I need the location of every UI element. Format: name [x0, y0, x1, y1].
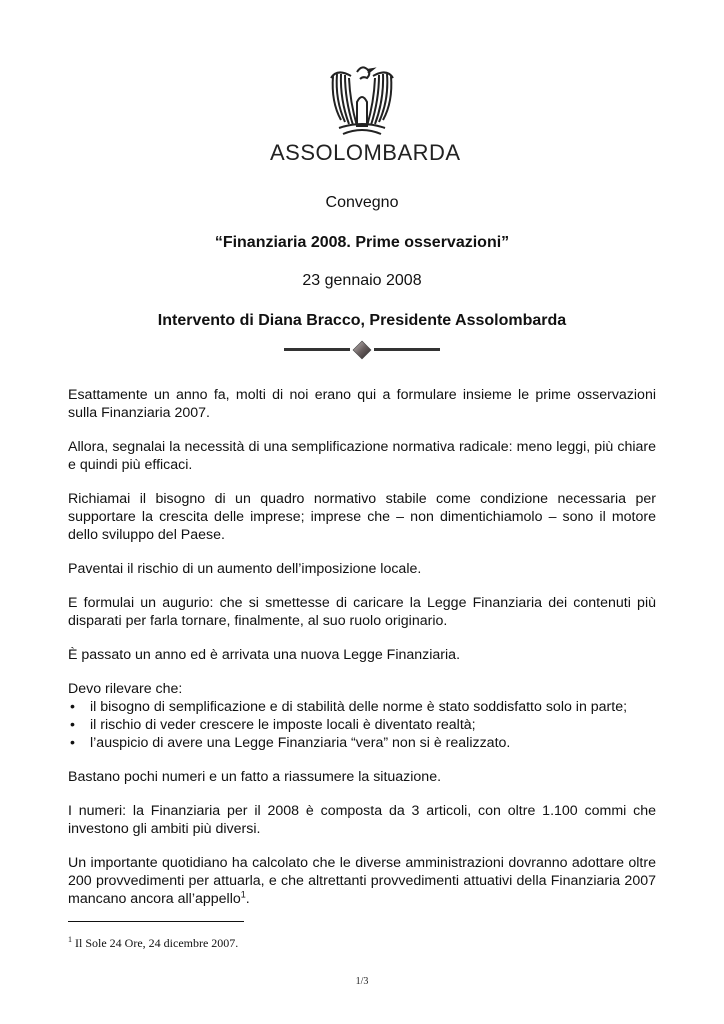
event-type: Convegno: [325, 194, 399, 211]
list-item-text: l’auspicio di avere una Legge Finanziaria “vera” non si è realizzato.: [90, 735, 511, 751]
paragraph: È passato un anno ed è arrivata una nuova Legge Finanziaria.: [68, 647, 461, 663]
footnote-number: 1: [68, 935, 72, 944]
paragraph: Paventai il rischio di un aumento dell’imposizione locale.: [68, 561, 422, 577]
logo-wordmark: ASSOLOMBARDA: [270, 140, 461, 165]
paragraph: Allora, segnalai la necessità di una semplificazione normativa radicale: meno leggi, più chiare e quindi più efficaci.: [68, 439, 656, 473]
list-item-text: il rischio di veder crescere le imposte locali è diventato realtà;: [90, 717, 476, 733]
eagle-emblem-icon: [327, 62, 397, 138]
paragraph: Esattamente un anno fa, molti di noi erano qui a formulare insieme le prime osservazioni sulla Finanziaria 2007.: [68, 387, 656, 421]
list-item: [68, 698, 656, 716]
list-item-text: il bisogno di semplificazione e di stabilità delle norme è stato soddisfatto solo in parte;: [90, 699, 628, 715]
footnote-separator: [68, 921, 244, 922]
bullet-list: [68, 698, 656, 752]
paragraph: I numeri: la Finanziaria per il 2008 è composta da 3 articoli, con oltre 1.100 commi che investono gli ambiti più diversi.: [68, 803, 656, 837]
list-item: [68, 734, 656, 752]
paragraph-end: .: [245, 891, 250, 907]
bullet-icon: •: [70, 717, 75, 733]
paragraph: Richiamai il bisogno di un quadro normativo stabile come condizione necessaria per supportare la crescita delle imprese; imprese che – non dimentichiamolo – sono il motore dello sviluppo del Paese.: [68, 491, 656, 543]
logo: [270, 62, 461, 166]
paragraph: E formulai un augurio: che si smettesse di caricare la Legge Finanziaria dei contenuti più disparati per farla tornare, finalmente, al suo ruolo originario.: [68, 595, 656, 629]
speaker-line: Intervento di Diana Bracco, Presidente Assolombarda: [157, 312, 567, 329]
page-number: 1/3: [355, 976, 369, 987]
event-title: “Finanziaria 2008. Prime osservazioni”: [214, 234, 510, 251]
paragraph: [68, 854, 656, 908]
footnote: [68, 936, 238, 951]
bullet-icon: •: [70, 735, 75, 751]
bullet-icon: •: [70, 699, 75, 715]
event-date: 23 gennaio 2008: [302, 272, 422, 289]
paragraph: Devo rilevare che:: [68, 681, 183, 697]
paragraph-text: Un importante quotidiano ha calcolato che le diverse amministrazioni dovranno adottare oltre 200 provvedimenti per attuarla, e che altrettanti provvedimenti attuativi della Finanziaria 2007 mancano ancora all’appello: [68, 855, 656, 907]
paragraph: Bastano pochi numeri e un fatto a riassumere la situazione.: [68, 769, 442, 785]
footnote-reference: 1: [240, 889, 246, 900]
footnote-text: Il Sole 24 Ore, 24 dicembre 2007.: [72, 936, 239, 950]
ornamental-divider: [284, 340, 440, 360]
list-item: [68, 716, 656, 734]
body-text: [68, 386, 656, 924]
